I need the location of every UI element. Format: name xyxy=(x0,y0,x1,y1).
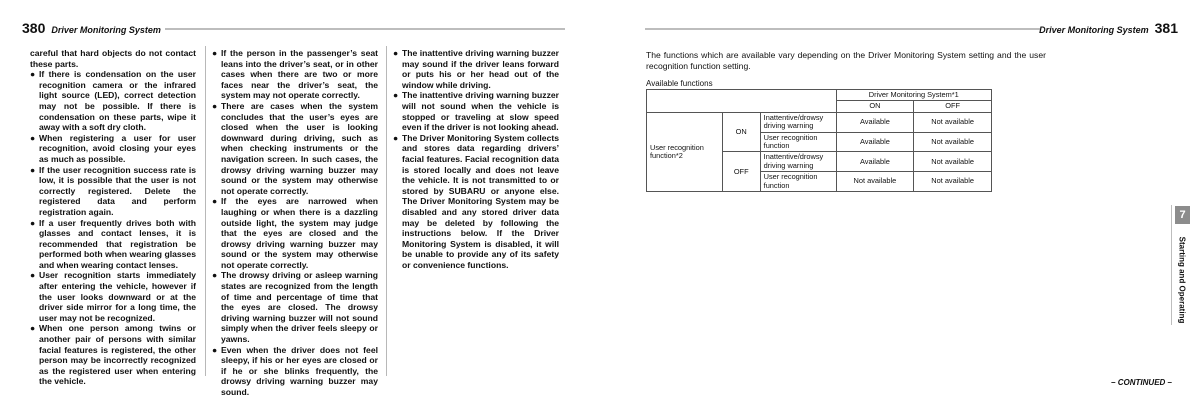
bullet-item xyxy=(30,270,196,323)
right-page-number: 381 xyxy=(1154,20,1178,36)
continued-label: – CONTINUED – xyxy=(1111,378,1172,387)
right-page-header xyxy=(1039,20,1178,36)
chapter-side-title xyxy=(1172,230,1192,330)
availability-cell: Available xyxy=(836,112,914,132)
column-divider xyxy=(386,46,387,376)
bullet-icon: ● xyxy=(212,48,218,58)
chapter-tab[interactable]: 7 xyxy=(1175,206,1190,224)
bullet-item xyxy=(393,90,559,132)
bullet-icon: ● xyxy=(30,217,36,228)
user-recognition-off-cell: OFF xyxy=(722,152,760,192)
left-page-header xyxy=(22,20,161,36)
bullet-text: When one person among twins or another pair of persons with similar facial features is registered, the other person may be incorrectly recognized as the registered user when entering the vehicle. xyxy=(39,323,196,387)
bullet-text: If there is condensation on the user recognition camera or the infrared light source (LED), correct detection may not be possible. If there is condensation on these parts, wipe it away with a soft dry cloth. xyxy=(39,69,196,133)
function-cell: Inattentive/drowsy driving warning xyxy=(760,152,836,172)
bullet-icon: ● xyxy=(393,48,399,58)
right-page xyxy=(600,0,1200,402)
bullet-text: If the person in the passenger’s seat leans into the driver’s seat, or in other cases when there are two or more faces near the driver’s seat, the system may not operate correctly. xyxy=(221,48,378,101)
bullet-text: The inattentive driving warning buzzer may sound if the driver leans forward or puts his or her head out of the window while driving. xyxy=(402,48,559,90)
table-header-row xyxy=(647,90,992,101)
bullet-icon: ● xyxy=(30,132,36,143)
bullet-item xyxy=(393,48,559,90)
bullet-item xyxy=(212,48,378,101)
bullet-item xyxy=(393,133,559,271)
bullet-icon: ● xyxy=(212,100,218,111)
bullet-icon: ● xyxy=(393,132,399,143)
bullet-icon: ● xyxy=(212,196,218,207)
column-divider xyxy=(205,46,206,376)
availability-cell: Available xyxy=(836,132,914,152)
column-3-bullets xyxy=(393,48,559,270)
bullet-icon: ● xyxy=(30,323,36,334)
available-functions-table xyxy=(646,89,992,192)
table-row xyxy=(647,112,992,132)
user-recognition-on-cell: ON xyxy=(722,112,760,152)
bullet-item xyxy=(212,101,378,196)
bullet-text: The Driver Monitoring System collects and stores data regarding drivers’ facial features. Facial recognition data is stored locally and does not leave the vehicle. It is not transmitted to or stored by SUBARU or anyone else. The Driver Monitoring System may be disabled and any stored driver data may be deleted by following the instructions below. If the Driver Monitoring System is disabled, it will be unable to provide any of its safety or convenience functions. xyxy=(402,132,559,270)
bullet-text: User recognition starts immediately after entering the vehicle, however if the user looks downward or at the driver side mirror for a long time, the user may not be recognized. xyxy=(39,270,196,323)
right-page-title: Driver Monitoring System xyxy=(1039,25,1149,35)
availability-cell: Not available xyxy=(914,132,992,152)
dms-header-cell: Driver Monitoring System*1 xyxy=(836,90,991,101)
bullet-text: If a user frequently drives both with glasses and contact lenses, it is recommended that registration be performed both when wearing glasses and when wearing contact lenses. xyxy=(39,217,196,270)
availability-cell: Not available xyxy=(836,172,914,192)
bullet-item xyxy=(30,165,196,218)
left-page-number: 380 xyxy=(22,20,46,36)
bullet-item xyxy=(30,323,196,387)
bullet-text: If the user recognition success rate is low, it is possible that the user is not correctly registered. Delete the registered data and perform registration again. xyxy=(39,164,196,217)
bullet-text: When registering a user for user recognition, avoid closing your eyes as much as possible. xyxy=(39,132,196,164)
bullet-text: If the eyes are narrowed when laughing or when there is a dazzling outside light, the system may judge that the eyes are closed and the drowsy driving warning buzzer may sound or the system may otherwise not operate correctly. xyxy=(221,196,378,270)
intro-paragraph: The functions which are available vary depending on the Driver Monitoring System setting and the user recognition function setting. xyxy=(646,50,1046,71)
bullet-item xyxy=(212,196,378,270)
bullet-icon: ● xyxy=(30,164,36,175)
column-1-lead: careful that hard objects do not contact these parts. xyxy=(30,48,196,69)
bullet-icon: ● xyxy=(393,90,399,101)
availability-cell: Not available xyxy=(914,172,992,192)
available-functions-label: Available functions xyxy=(646,79,713,88)
chapter-title-text: Starting and Operating xyxy=(1177,236,1187,324)
bullet-item xyxy=(212,345,378,398)
function-cell: User recognition function xyxy=(760,172,836,192)
column-1-bullets xyxy=(30,69,196,387)
right-header-rule xyxy=(645,28,1040,30)
dms-off-header: OFF xyxy=(914,101,992,112)
table-corner-cell xyxy=(647,90,837,113)
user-recognition-label-cell: User recognition function*2 xyxy=(647,112,723,191)
availability-cell: Not available xyxy=(914,112,992,132)
bullet-item xyxy=(30,133,196,165)
dms-on-header: ON xyxy=(836,101,914,112)
left-page-title: Driver Monitoring System xyxy=(51,25,161,35)
bullet-icon: ● xyxy=(30,270,36,281)
bullet-icon: ● xyxy=(212,344,218,355)
left-header-rule xyxy=(165,28,565,30)
function-cell: Inattentive/drowsy driving warning xyxy=(760,112,836,132)
column-1 xyxy=(30,48,196,387)
bullet-item xyxy=(30,218,196,271)
function-cell: User recognition function xyxy=(760,132,836,152)
column-3 xyxy=(393,48,559,270)
bullet-text: There are cases when the system concludes that the user’s eyes are closed when the user is looking downward during driving, such as when checking instruments or the navigation screen. In such cases, the drowsy driving warning buzzer may sound or the system may otherwise not operate correctly. xyxy=(221,100,378,196)
bullet-icon: ● xyxy=(212,270,218,281)
availability-cell: Not available xyxy=(914,152,992,172)
bullet-text: The inattentive driving warning buzzer will not sound when the vehicle is stopped or traveling at slow speed even if the driver is not looking ahead. xyxy=(402,90,559,133)
bullet-text: The drowsy driving or asleep warning states are recognized from the length of time and percentage of time that the eyes are closed. The drowsy driving warning buzzer will not sound simply when the driver feels sleepy or yawns. xyxy=(221,270,378,345)
availability-cell: Available xyxy=(836,152,914,172)
bullet-icon: ● xyxy=(30,69,36,80)
bullet-text: Even when the driver does not feel sleepy, if his or her eyes are closed or if he or she blinks frequently, the drowsy driving warning buzzer may sound. xyxy=(221,344,378,397)
bullet-item xyxy=(212,270,378,344)
column-2 xyxy=(212,48,378,398)
column-2-bullets xyxy=(212,48,378,398)
bullet-item xyxy=(30,69,196,133)
